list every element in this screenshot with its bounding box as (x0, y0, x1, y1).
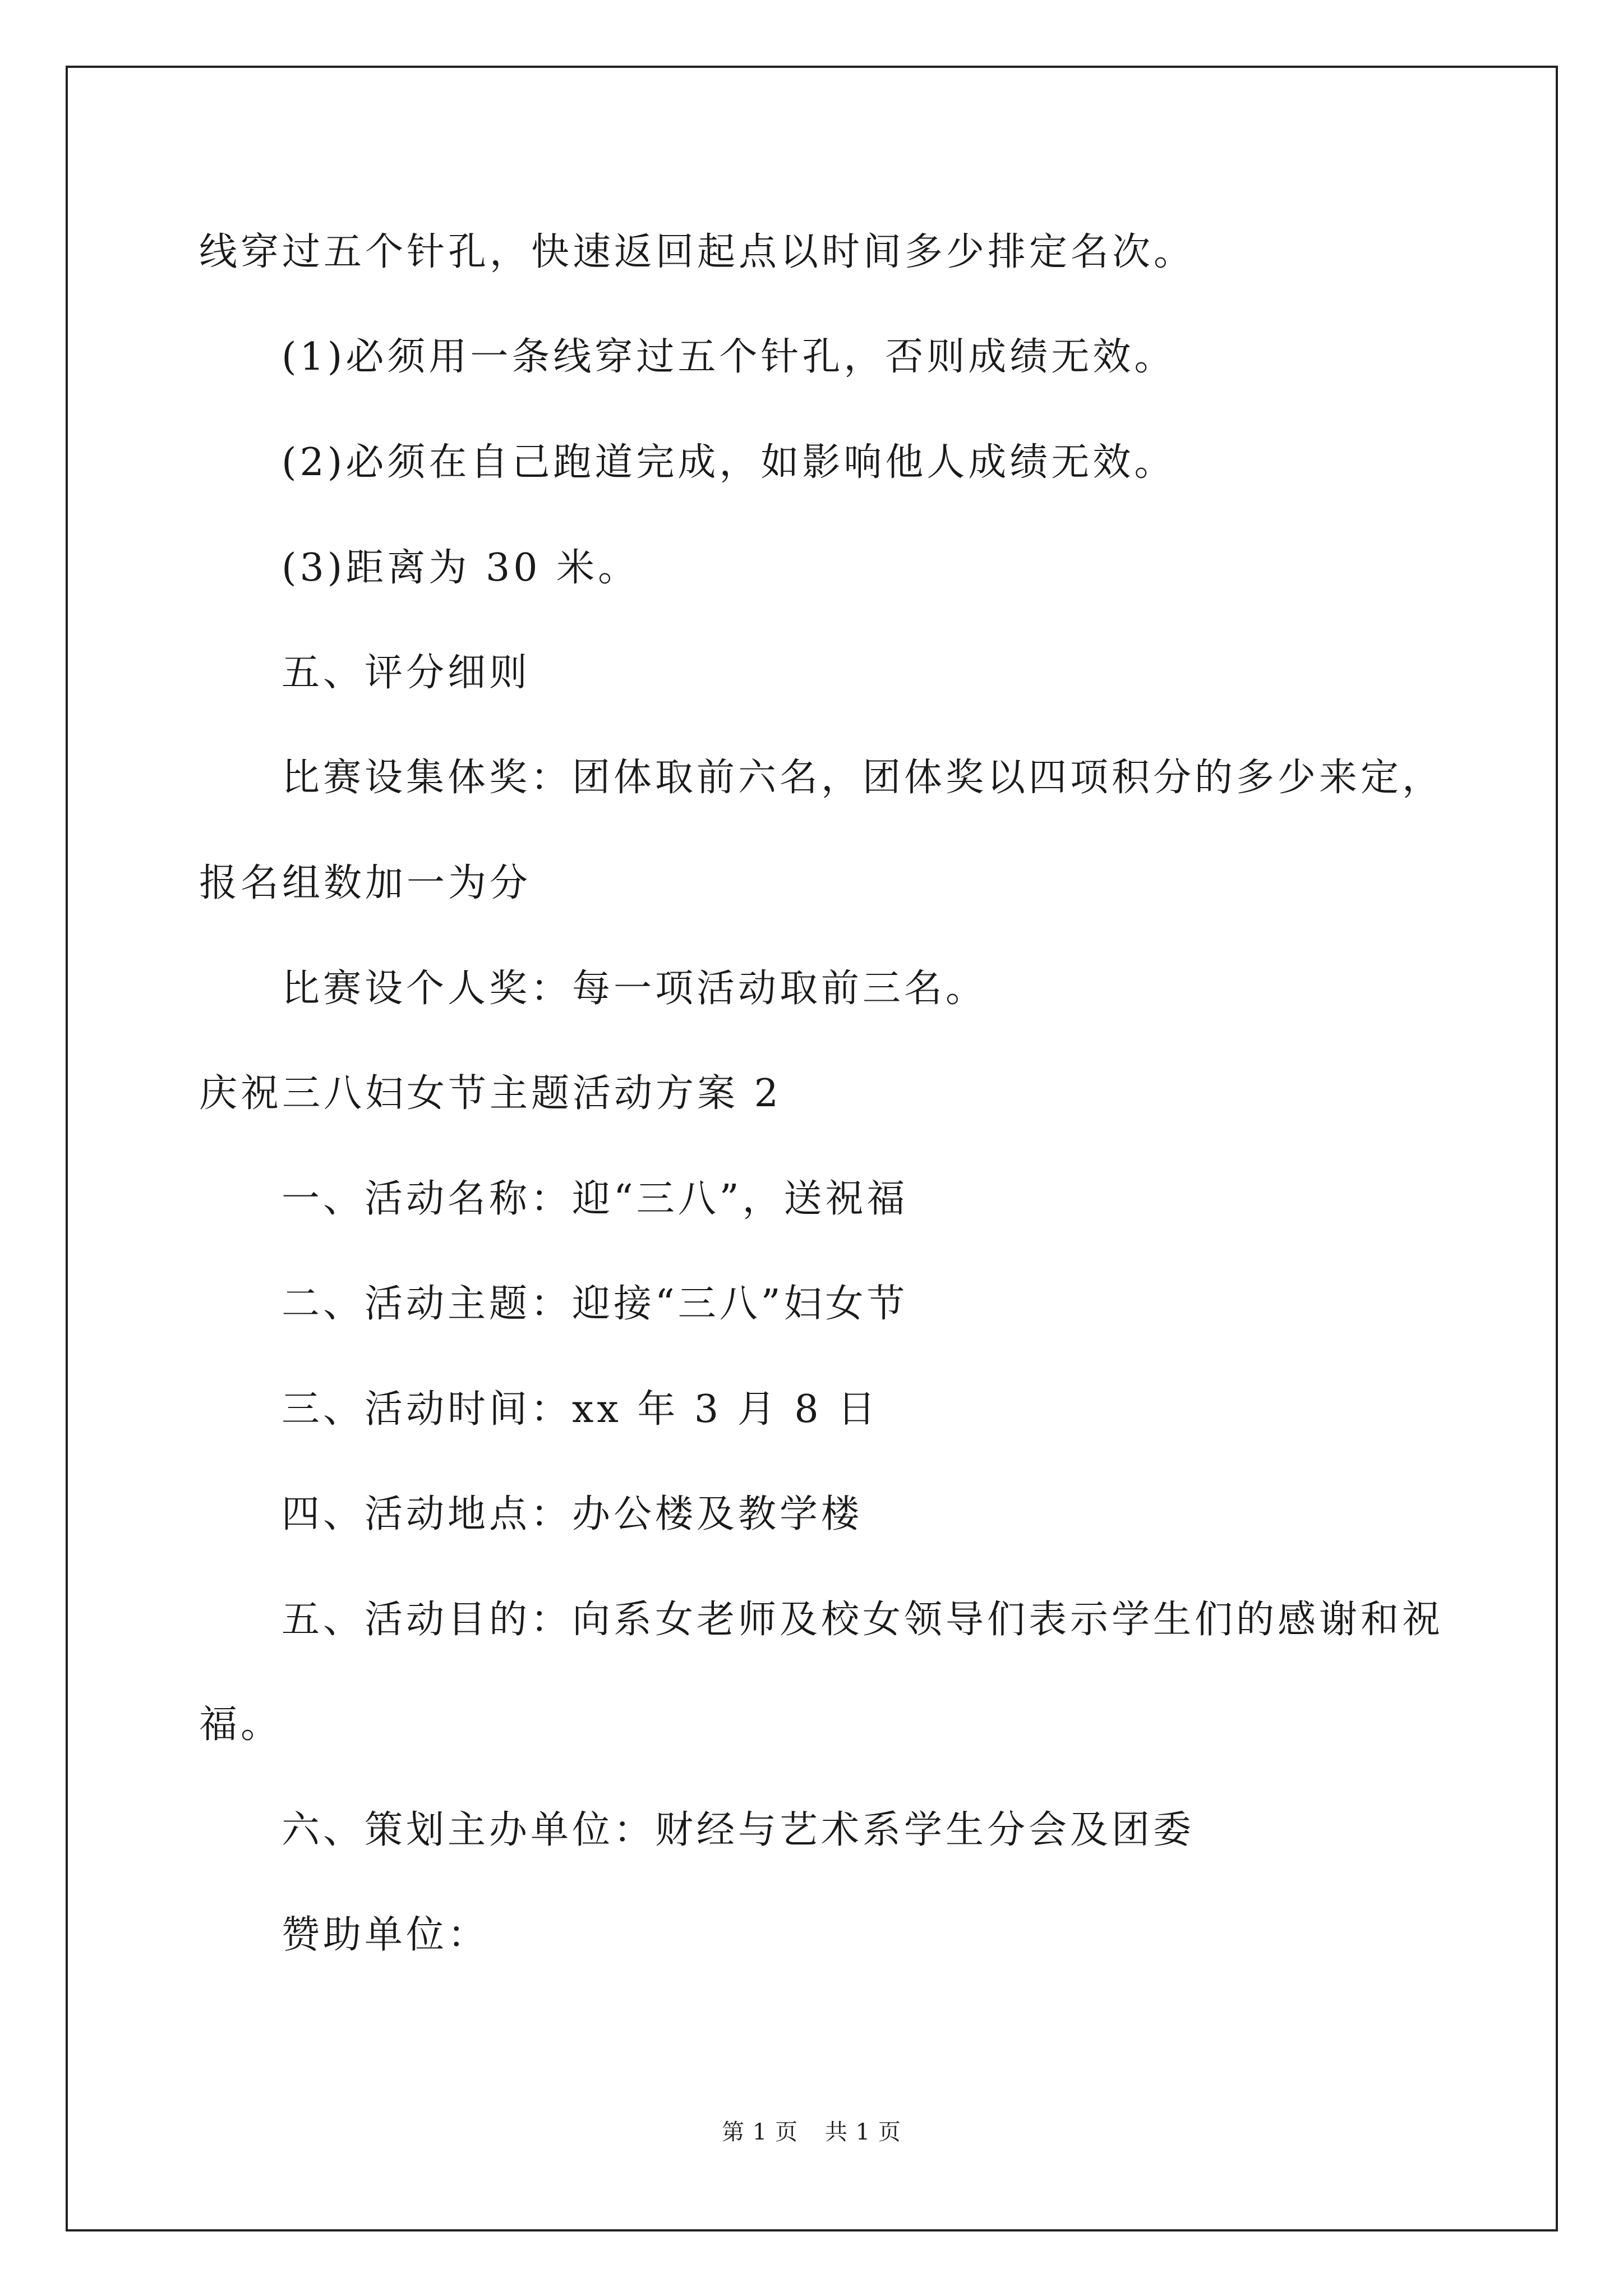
text-line: (3)距离为 30 米。 (282, 546, 640, 590)
text-line: 二、活动主题：迎接“三八”妇女节 (282, 1282, 909, 1326)
page-footer (0, 2118, 1623, 2146)
text-line: 一、活动名称：迎“三八”，送祝福 (282, 1177, 909, 1221)
text-line: 福。 (199, 1703, 283, 1747)
text-line: 赞助单位： (282, 1913, 490, 1957)
text-line: (2)必须在自己跑道完成，如影响他人成绩无效。 (282, 440, 1176, 485)
text-line: 三、活动时间：xx 年 3 月 8 日 (282, 1387, 879, 1432)
text-line: 比赛设个人奖：每一项活动取前三名。 (282, 967, 988, 1011)
page-total: 共 1 页 (825, 2119, 901, 2145)
section-title: 庆祝三八妇女节主题活动方案 2 (199, 1071, 782, 1116)
text-line: 报名组数加一为分 (199, 861, 532, 905)
section-heading: 五、评分细则 (282, 651, 531, 695)
text-line: 四、活动地点：办公楼及教学楼 (282, 1492, 863, 1536)
text-line: 五、活动目的：向系女老师及校女领导们表示学生们的感谢和祝 (282, 1598, 1444, 1642)
page-number: 第 1 页 (722, 2119, 798, 2145)
text-line: (1)必须用一条线穿过五个针孔，否则成绩无效。 (282, 335, 1176, 379)
text-line: 六、策划主办单位：财经与艺术系学生分会及团委 (282, 1808, 1195, 1852)
page-border (66, 66, 1558, 2231)
text-line: 线穿过五个针孔，快速返回起点以时间多少排定名次。 (199, 230, 1196, 274)
text-line: 比赛设集体奖：团体取前六名，团体奖以四项积分的多少来定， (282, 756, 1444, 800)
